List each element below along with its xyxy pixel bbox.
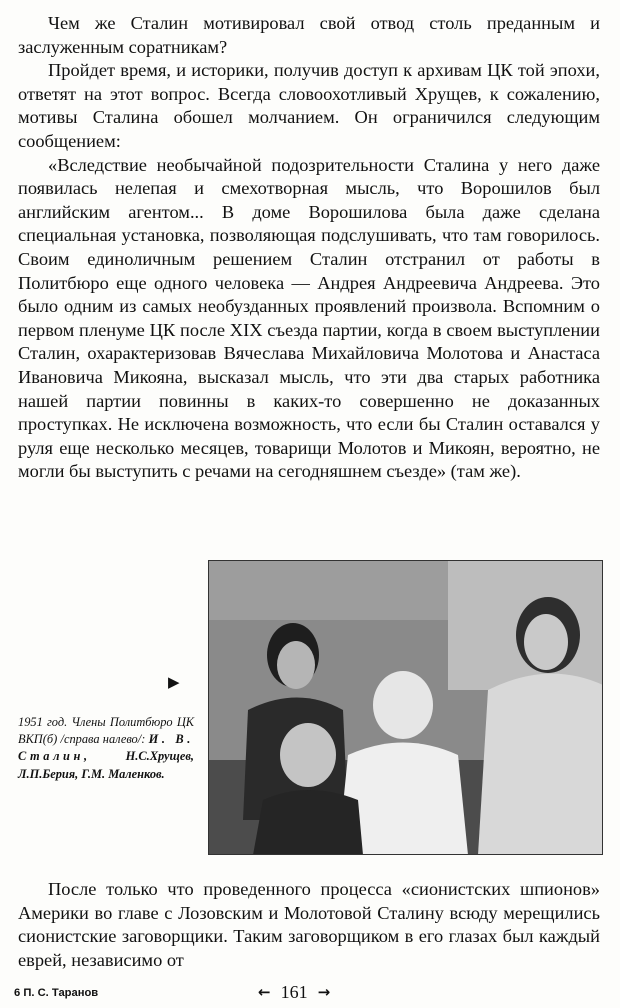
arrow-right-icon[interactable]: →: [317, 983, 331, 1001]
politburo-photo: [208, 560, 603, 855]
caption-names-1: И. В. Сталин,: [18, 732, 194, 764]
photo-caption: [18, 714, 194, 783]
photo-illustration: [208, 560, 603, 855]
caption-names-2: Н.С.Хрущев, Л.П.Берия, Г.М. Маленков.: [18, 749, 194, 781]
page-number: 161: [280, 982, 308, 1002]
paragraph-quote: «Вследствие необычайной подозрительности Сталина у него даже появилась нелепая и смехотворная мысль, что Ворошилов был английским агентом... В доме Ворошилова была даже сделана специальная установка, позволяющая подслушивать, что там говорилось. Своим единоличным решением Сталин отстранил от работы в Политбюро еще одного человека — Андрея Андреевича Андреева. Это было одним из самых необузданных проявлений произвола. Вспомним о первом пленуме ЦК после XIX съезда партии, когда в своем выступлении Сталин, охарактеризовав Вячеслава Михайловича Молотова и Анастаса Ивановича Микояна, высказал мысль, что эти два старых работника нашей партии повинны в каких-то совершенно не доказанных проступках. Не исключена возможность, что если бы Сталин оставался у руля еще несколько месяцев, товарищи Молотов и Микоян, вероятно, не могли бы выступить с речами на сегодняшнем съезде» (там же).: [18, 154, 600, 482]
paragraph-zionist: После только что проведенного процесса «сионистских шпионов» Америки во главе с Лозовским и Молотовой Сталину всюду мерещились сионистские заговорщики. Таким заговорщиком в его глазах был каждый еврей, независимо от: [18, 879, 600, 970]
top-text-block: [18, 12, 600, 484]
bottom-text-block: [18, 878, 600, 972]
paragraph-historians: Пройдет время, и историки, получив доступ к архивам ЦК той эпохи, ответят на этот вопрос. Всегда словоохотливый Хрущев, к сожалению, мотивы Сталина обошел молчанием. Он ограничился следующим сообщением:: [18, 60, 600, 151]
arrow-left-icon[interactable]: ←: [258, 983, 271, 1001]
page-signature: 6 П. С. Таранов: [14, 987, 99, 999]
caption-pointer-icon: ▶: [168, 675, 180, 691]
paragraph-question: Чем же Сталин мотивировал свой отвод столь преданным и заслуженным соратникам?: [18, 13, 600, 57]
caption-lead: 1951 год. Члены Политбюро ЦК ВКП(б) /справа налево/:: [18, 715, 194, 747]
page-number-nav: [258, 982, 330, 1002]
